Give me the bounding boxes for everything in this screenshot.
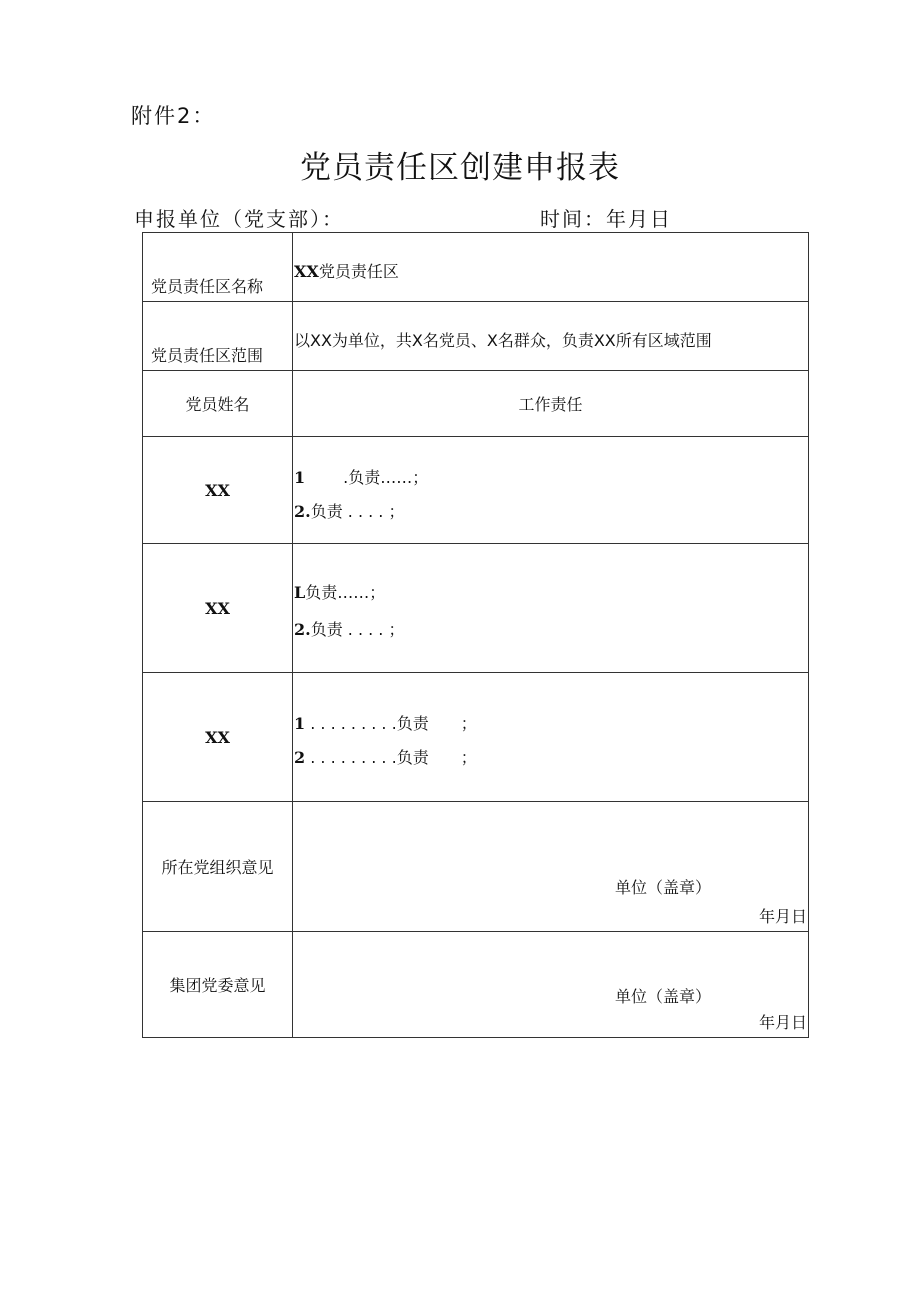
duty-line-2 xyxy=(294,617,404,640)
party-org-opinion-label: 所在党组织意见 xyxy=(143,802,293,932)
member-name[interactable]: XX xyxy=(143,544,293,673)
scope-label: 党员责任区范围 xyxy=(151,346,264,365)
duty-line-text: . . . . . . . . .负责 ； xyxy=(305,748,477,767)
duty-line-num: L xyxy=(294,583,306,602)
member-row xyxy=(143,437,809,544)
party-org-stamp: 单位（盖章） xyxy=(615,878,712,897)
name-row xyxy=(143,233,809,302)
duty-line-text: 负责……； xyxy=(305,583,386,602)
application-form-table xyxy=(142,232,809,1038)
party-org-opinion-row xyxy=(143,802,809,932)
time-label: 时间：年月日 xyxy=(540,207,672,231)
member-row xyxy=(143,544,809,673)
group-committee-date: 年月日 xyxy=(758,1013,807,1032)
party-org-date: 年月日 xyxy=(758,907,807,926)
group-committee-opinion-label: 集团党委意见 xyxy=(143,932,293,1038)
scope-value: 以XX为单位，共X名党员、X名群众，负责XX所有区域范围 xyxy=(294,331,712,350)
name-value-cell[interactable] xyxy=(293,233,809,302)
duty-line-2 xyxy=(294,499,404,522)
duty-line-text: 负责 . . . . ； xyxy=(310,502,405,521)
name-label: 党员责任区名称 xyxy=(151,277,264,296)
duty-line-1 xyxy=(294,711,477,734)
member-row xyxy=(143,673,809,802)
party-org-opinion-cell[interactable] xyxy=(293,802,809,932)
unit-label: 申报单位（党支部）： xyxy=(134,207,344,231)
duty-line-num: 1 xyxy=(294,468,306,487)
scope-label-cell xyxy=(143,302,293,371)
duty-line-1 xyxy=(294,580,385,603)
group-committee-opinion-row xyxy=(143,932,809,1038)
scope-value-cell[interactable] xyxy=(293,302,809,371)
group-committee-opinion-cell[interactable] xyxy=(293,932,809,1038)
member-name[interactable]: XX xyxy=(143,437,293,544)
member-duty-cell[interactable] xyxy=(293,437,809,544)
duty-line-text: . . . . . . . . .负责 ； xyxy=(305,714,477,733)
duty-line-1 xyxy=(294,465,428,488)
name-value-text: 党员责任区 xyxy=(318,262,399,281)
duty-line-num: 1 xyxy=(294,714,306,733)
group-committee-stamp: 单位（盖章） xyxy=(615,987,712,1006)
duty-line-2 xyxy=(294,745,477,768)
member-duty-cell[interactable] xyxy=(293,544,809,673)
duty-line-text: 负责 . . . . ； xyxy=(310,620,405,639)
duty-line-num: 2 xyxy=(294,748,306,767)
page-title: 党员责任区创建申报表 xyxy=(300,150,620,186)
name-value xyxy=(294,259,399,282)
duty-line-num: 2. xyxy=(294,502,311,521)
duty-line-num: 2. xyxy=(294,620,311,639)
name-label-cell xyxy=(143,233,293,302)
column-header-row xyxy=(143,371,809,437)
duty-line-text: .负责……； xyxy=(343,468,429,487)
name-value-code: XX xyxy=(294,262,319,281)
scope-row xyxy=(143,302,809,371)
col-header-name: 党员姓名 xyxy=(143,371,293,437)
attachment-label: 附件2： xyxy=(131,104,216,128)
member-duty-cell[interactable] xyxy=(293,673,809,802)
col-header-duty: 工作责任 xyxy=(293,371,809,437)
member-name[interactable]: XX xyxy=(143,673,293,802)
